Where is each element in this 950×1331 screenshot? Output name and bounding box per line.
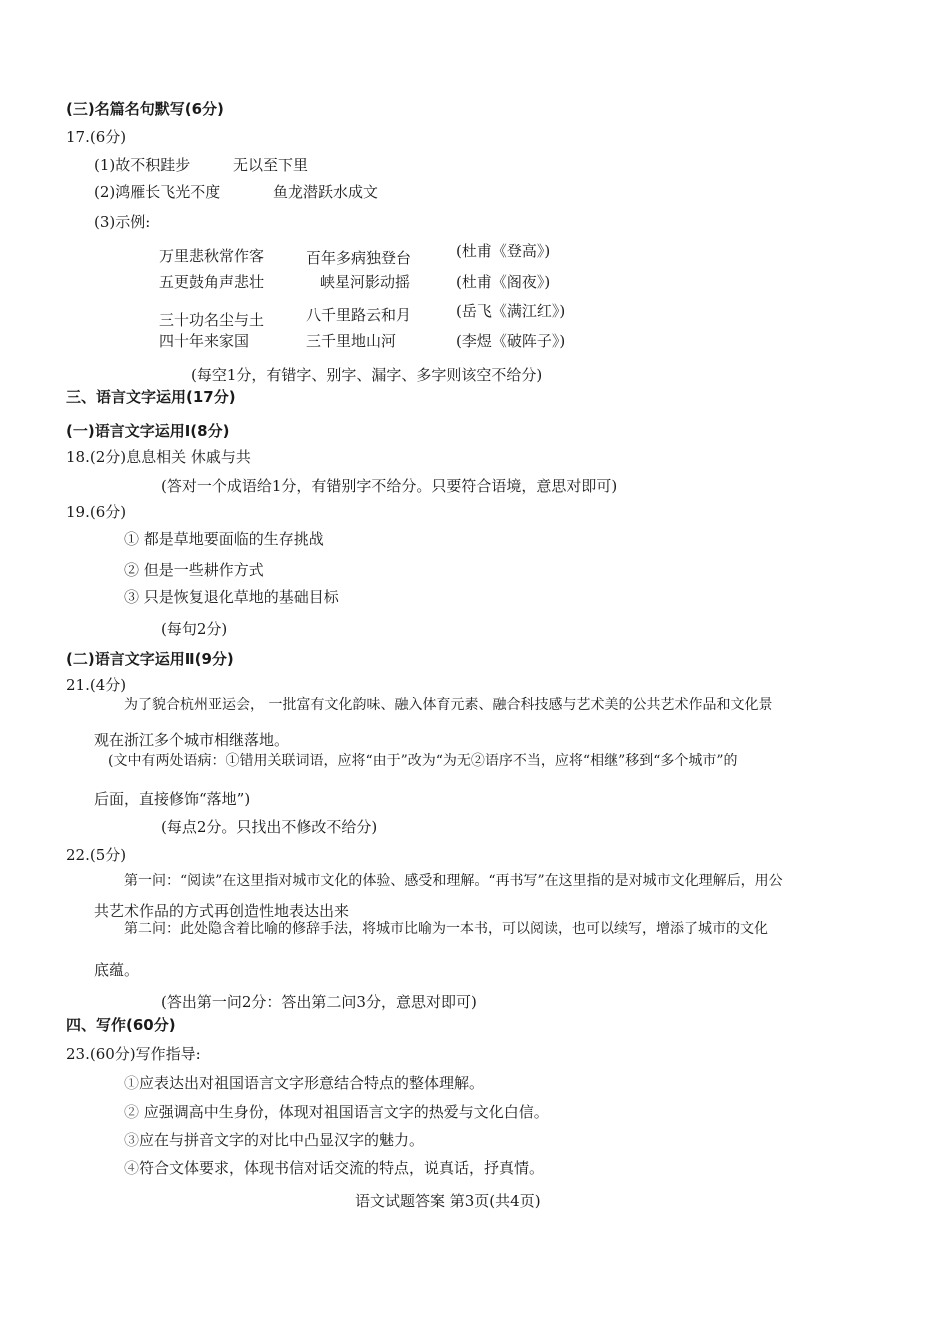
grading-note: (答出第一问2分：答出第二问3分，意思对即可) (161, 993, 477, 1011)
example-line: 三千里地山河 (306, 332, 397, 350)
example-source: (李煜《破阵子》) (456, 332, 566, 350)
answer-paragraph: 共艺术作品的方式再创造性地表达出来 (94, 902, 350, 920)
answer-paragraph: 后面，直接修饰“落地”) (94, 790, 251, 808)
answer-17-1b: 无以至下里 (233, 156, 309, 174)
page-footer: 语文试题答案 第3页(共4页) (355, 1192, 541, 1210)
guide-item (124, 1103, 549, 1121)
guide-item (124, 1074, 484, 1092)
subsection-title: (二)语言文字运用Ⅱ(9分) (66, 650, 234, 668)
answer-17-2: (2)鸿雁长飞光不度 (94, 183, 221, 201)
section-title: 四、写作(60分) (66, 1016, 176, 1034)
guide-item (124, 1131, 424, 1149)
item-text: 符合文体要求，体现书信对话交流的特点，说真话，抒真情。 (139, 1159, 545, 1177)
answer-paragraph: 为了貌合杭州亚运会， 一批富有文化韵味、融入体育元素、融合科技感与艺术美的公共艺术作品和文化景 (124, 697, 773, 713)
example-source: (杜甫《登高》) (456, 242, 551, 260)
answer-item: ① 都是草地要面临的生存挑战 (124, 530, 324, 548)
grading-note: (每点2分。只找出不修改不给分) (161, 818, 378, 836)
example-line: 百年多病独登台 (306, 249, 412, 267)
grading-note: (每句2分) (161, 620, 228, 638)
example-line: 万里悲秋常作客 (159, 247, 265, 265)
item-text: 应表达出对祖国语言文字形意结合特点的整体理解。 (139, 1074, 485, 1092)
grading-note: (答对一个成语给1分，有错别字不给分。只要符合语境，意思对即可) (161, 477, 618, 495)
answer-17-1: (1)故不积跬步 (94, 156, 191, 174)
question-18: 18.(2分)息息相关 休戚与共 (66, 448, 251, 466)
item-number: ④ (124, 1159, 140, 1177)
answer-paragraph: 底蕴。 (94, 961, 140, 979)
question-19: 19.(6分) (66, 503, 127, 521)
grading-note: (每空1分，有错字、别字、漏字、多字则该空不给分) (191, 366, 543, 384)
section-title: (三)名篇名句默写(6分) (66, 100, 224, 118)
question-17: 17.(6分) (66, 128, 127, 146)
item-number: ① (124, 1074, 140, 1092)
item-number: ③ (124, 1131, 140, 1149)
item-text: 应强调高中生身份，体现对祖国语言文字的热爱与文化白信。 (139, 1103, 549, 1121)
answer-paragraph: 观在浙江多个城市相继落地。 (94, 731, 290, 749)
answer-paragraph: 第二问：此处隐含着比喻的修辞手法，将城市比喻为一本书，可以阅读，也可以续写，增添了城市的文化 (124, 921, 768, 937)
answer-17-2b: 鱼龙潜跃水成文 (273, 183, 379, 201)
answer-17-3: (3)示例: (94, 213, 151, 231)
answer-paragraph: 第一问：“阅读”在这里指对城市文化的体验、感受和理解。“再书写”在这里指的是对城市文化理解后，用公 (124, 873, 783, 889)
example-source: (杜甫《阁夜》) (456, 273, 551, 291)
example-line: 四十年来家国 (159, 332, 250, 350)
example-source: (岳飞《满江红》) (456, 302, 566, 320)
question-22: 22.(5分) (66, 846, 127, 864)
section-title: 三、语言文字运用(17分) (66, 388, 236, 406)
answer-item: ③ 只是恢复退化草地的基础目标 (124, 588, 339, 606)
example-line: 八千里路云和月 (306, 306, 412, 324)
example-line: 五更鼓角声悲壮 (159, 273, 265, 291)
question-23: 23.(60分)写作指导: (66, 1045, 201, 1063)
answer-paragraph: (文中有两处语病：①错用关联词语，应将“由于”改为“为无②语序不当，应将“相继”移到“多个城市”的 (108, 753, 738, 769)
item-text: 应在与拼音文字的对比中凸显汉字的魅力。 (139, 1131, 425, 1149)
answer-item: ② 但是一些耕作方式 (124, 561, 264, 579)
question-21: 21.(4分) (66, 676, 127, 694)
subsection-title: (一)语言文字运用Ⅰ(8分) (66, 422, 230, 440)
item-number: ② (124, 1103, 140, 1121)
example-line: 峡星河影动摇 (320, 273, 411, 291)
guide-item (124, 1159, 544, 1177)
example-line: 三十功名尘与土 (159, 311, 265, 329)
